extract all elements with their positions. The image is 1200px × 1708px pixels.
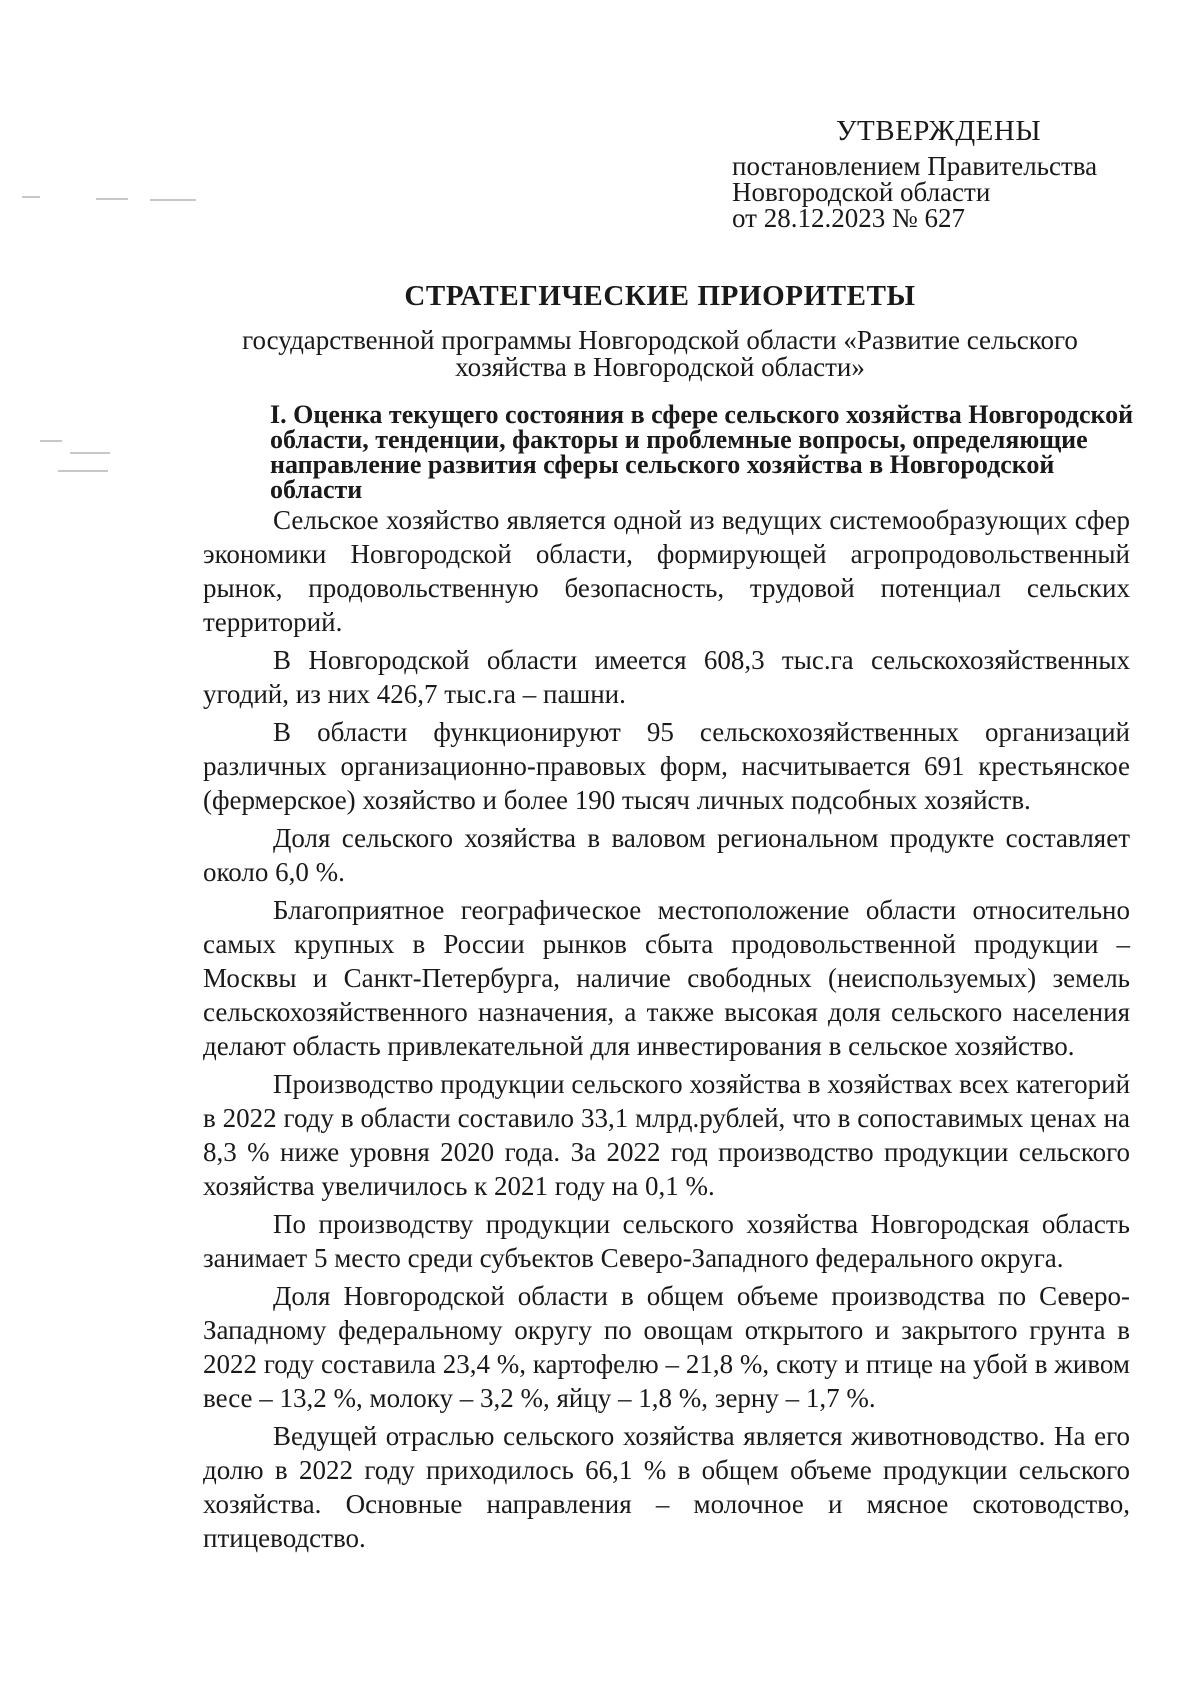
approval-line-1: постановлением Правительства xyxy=(732,151,1098,181)
paragraph: Ведущей отраслью сельского хозяйства является животноводство. На его долю в 2022 году приходилось 66,1 % в общем объеме продукции сельского хозяйства. Основные направления – молочное и мясное скотоводство, птицеводство. xyxy=(203,1421,1130,1553)
paragraph: Сельское хозяйство является одной из ведущих системообразующих сфер экономики Новгородской области, формирующей агропродовольственный рынок, продовольственную безопасность, трудовой потенциал сельских территорий. xyxy=(203,505,1130,637)
approval-line-2: Новгородской области xyxy=(732,177,991,207)
scan-speck xyxy=(40,440,62,442)
paragraph: По производству продукции сельского хозяйства Новгородская область занимает 5 место среди субъектов Северо-Западного федерального округа. xyxy=(203,1209,1130,1273)
approved-label: УТВЕРЖДЕНЫ xyxy=(836,115,1042,147)
paragraph: Доля сельского хозяйства в валовом региональном продукте составляет около 6,0 %. xyxy=(203,823,1130,887)
document-subtitle-line-1: государственной программы Новгородской области «Развитие сельского xyxy=(242,325,1078,355)
title-block xyxy=(190,280,1130,381)
scan-speck xyxy=(58,470,108,472)
scan-speck xyxy=(96,198,128,200)
body-text xyxy=(203,503,1130,1559)
approval-stamp-block xyxy=(732,115,1132,233)
approval-line-3: от 28.12.2023 № 627 xyxy=(732,203,965,233)
section-heading: I. Оценка текущего состояния в сфере сельского хозяйства Новгородской области, тенденции, факторы и проблемные вопросы, определяющие направление развития сферы сельского хозяйства в Новгородской области xyxy=(270,400,1134,504)
document-subtitle-line-2: хозяйства в Новгородской области» xyxy=(455,352,865,382)
paragraph: Благоприятное географическое местоположение области относительно самых крупных в России рынков сбыта продовольственной продукции – Москвы и Санкт-Петербурга, наличие свободных (неиспользуемых) земель сельскохозяйственного назначения, а также высокая доля сельского населения делают область привлекательной для инвестирования в сельское хозяйство. xyxy=(203,895,1130,1061)
scan-speck xyxy=(22,196,40,198)
paragraph: Производство продукции сельского хозяйства в хозяйствах всех категорий в 2022 году в области составило 33,1 млрд.рублей, что в сопоставимых ценах на 8,3 % ниже уровня 2020 года. За 2022 год производство продукции сельского хозяйства увеличилось к 2021 году на 0,1 %. xyxy=(203,1069,1131,1201)
scan-speck xyxy=(150,199,196,201)
paragraph: Доля Новгородской области в общем объеме производства по Северо-Западному федеральному округу по овощам открытого и закрытого грунта в 2022 году составила 23,4 %, картофелю – 21,8 %, скоту и птице на убой в живом весе – 13,2 %, молоку – 3,2 %, яйцу – 1,8 %, зерну – 1,7 %. xyxy=(203,1281,1130,1413)
scan-speck xyxy=(70,452,110,454)
document-title: СТРАТЕГИЧЕСКИЕ ПРИОРИТЕТЫ xyxy=(404,280,916,312)
paragraph: В Новгородской области имеется 608,3 тыс.га сельскохозяйственных угодий, из них 426,7 тыс.га – пашни. xyxy=(203,645,1130,709)
paragraph: В области функционируют 95 сельскохозяйственных организаций различных организационно-правовых форм, насчитывается 691 крестьянское (фермерское) хозяйство и более 190 тысяч личных подсобных хозяйств. xyxy=(203,717,1130,815)
